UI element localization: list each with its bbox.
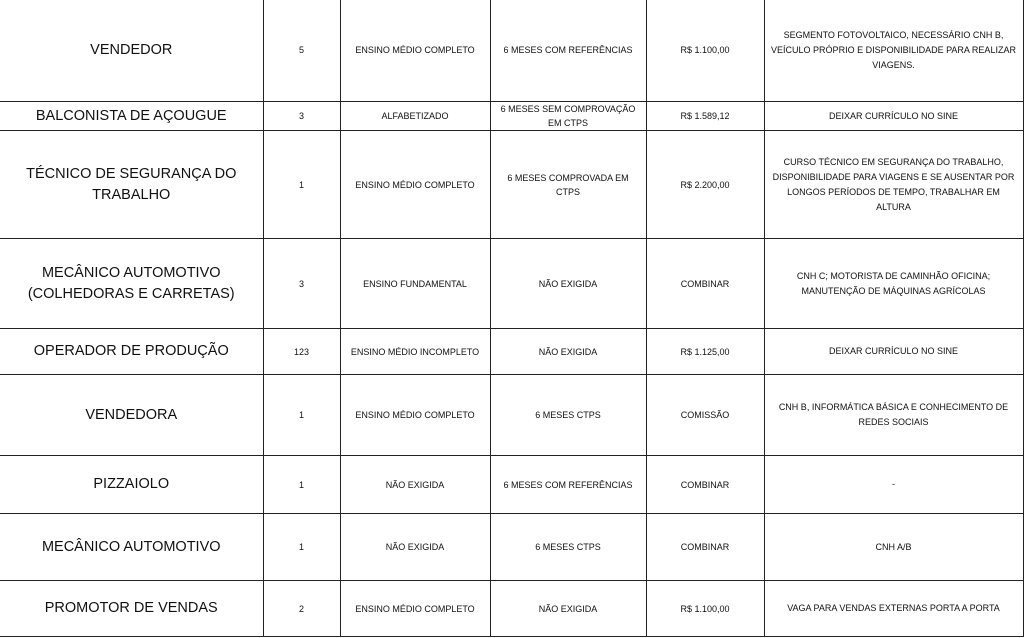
- education-cell: ALFABETIZADO: [340, 102, 490, 131]
- education-cell: NÃO EXIGIDA: [340, 514, 490, 581]
- experience-cell: 6 MESES COM REFERÊNCIAS: [490, 0, 646, 102]
- role-cell: TÉCNICO DE SEGURANÇA DO TRABALHO: [0, 131, 263, 239]
- notes-cell: CNH B, INFORMÁTICA BÁSICA E CONHECIMENTO DE REDES SOCIAIS: [764, 375, 1023, 456]
- vacancies-cell: 3: [263, 239, 340, 329]
- notes-cell: DEIXAR CURRÍCULO NO SINE: [764, 329, 1023, 375]
- experience-cell: 6 MESES CTPS: [490, 375, 646, 456]
- notes-cell: DEIXAR CURRÍCULO NO SINE: [764, 102, 1023, 131]
- education-cell: ENSINO MÉDIO COMPLETO: [340, 375, 490, 456]
- education-cell: ENSINO MÉDIO COMPLETO: [340, 581, 490, 637]
- experience-cell: 6 MESES COMPROVADA EM CTPS: [490, 131, 646, 239]
- vacancies-cell: 3: [263, 102, 340, 131]
- experience-cell: 6 MESES COM REFERÊNCIAS: [490, 456, 646, 514]
- notes-cell: CNH C; MOTORISTA DE CAMINHÃO OFICINA; MANUTENÇÃO DE MÁQUINAS AGRÍCOLAS: [764, 239, 1023, 329]
- table-row: [0, 375, 1023, 456]
- notes-cell: CURSO TÉCNICO EM SEGURANÇA DO TRABALHO, DISPONIBILIDADE PARA VIAGENS E SE AUSENTAR POR LONGOS PERÍODOS DE TEMPO, TRABALHAR EM ALTURA: [764, 131, 1023, 239]
- notes-cell: -: [764, 456, 1023, 514]
- role-cell: VENDEDORA: [0, 375, 263, 456]
- salary-cell: R$ 2.200,00: [646, 131, 764, 239]
- table-row: [0, 581, 1023, 637]
- experience-cell: NÃO EXIGIDA: [490, 239, 646, 329]
- vacancies-cell: 1: [263, 456, 340, 514]
- table-row: [0, 514, 1023, 581]
- experience-cell: 6 MESES SEM COMPROVAÇÃO EM CTPS: [490, 102, 646, 131]
- table-row: [0, 456, 1023, 514]
- table-row: [0, 239, 1023, 329]
- salary-cell: R$ 1.100,00: [646, 581, 764, 637]
- table-row: [0, 329, 1023, 375]
- salary-cell: R$ 1.125,00: [646, 329, 764, 375]
- salary-cell: COMBINAR: [646, 239, 764, 329]
- experience-cell: 6 MESES CTPS: [490, 514, 646, 581]
- vacancies-cell: 1: [263, 514, 340, 581]
- role-cell: MECÂNICO AUTOMOTIVO: [0, 514, 263, 581]
- education-cell: ENSINO FUNDAMENTAL: [340, 239, 490, 329]
- experience-cell: NÃO EXIGIDA: [490, 329, 646, 375]
- notes-cell: CNH A/B: [764, 514, 1023, 581]
- salary-cell: R$ 1.100,00: [646, 0, 764, 102]
- table-row: [0, 102, 1023, 131]
- vacancies-cell: 2: [263, 581, 340, 637]
- education-cell: ENSINO MÉDIO COMPLETO: [340, 0, 490, 102]
- role-cell: PROMOTOR DE VENDAS: [0, 581, 263, 637]
- table-row: [0, 131, 1023, 239]
- role-cell: OPERADOR DE PRODUÇÃO: [0, 329, 263, 375]
- vacancies-cell: 5: [263, 0, 340, 102]
- salary-cell: COMBINAR: [646, 514, 764, 581]
- vacancies-cell: 1: [263, 131, 340, 239]
- education-cell: ENSINO MÉDIO COMPLETO: [340, 131, 490, 239]
- role-cell: MECÂNICO AUTOMOTIVO (COLHEDORAS E CARRETAS): [0, 239, 263, 329]
- role-cell: VENDEDOR: [0, 0, 263, 102]
- vacancies-cell: 123: [263, 329, 340, 375]
- role-cell: PIZZAIOLO: [0, 456, 263, 514]
- salary-cell: COMISSÃO: [646, 375, 764, 456]
- education-cell: ENSINO MÉDIO INCOMPLETO: [340, 329, 490, 375]
- vacancies-cell: 1: [263, 375, 340, 456]
- education-cell: NÃO EXIGIDA: [340, 456, 490, 514]
- notes-cell: VAGA PARA VENDAS EXTERNAS PORTA A PORTA: [764, 581, 1023, 637]
- table-row: [0, 0, 1023, 102]
- salary-cell: R$ 1.589,12: [646, 102, 764, 131]
- salary-cell: COMBINAR: [646, 456, 764, 514]
- experience-cell: NÃO EXIGIDA: [490, 581, 646, 637]
- notes-cell: SEGMENTO FOTOVOLTAICO, NECESSÁRIO CNH B, VEÍCULO PRÓPRIO E DISPONIBILIDADE PARA REALIZAR VIAGENS.: [764, 0, 1023, 102]
- role-cell: BALCONISTA DE AÇOUGUE: [0, 102, 263, 131]
